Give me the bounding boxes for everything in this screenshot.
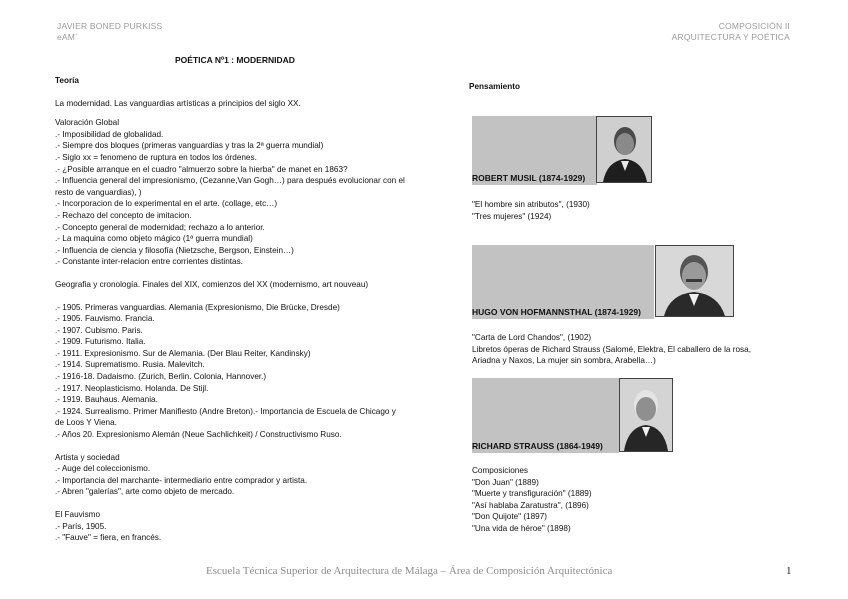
page-number: 1 [786,565,792,577]
work-item: "Muerte y transfiguración" (1889) [472,489,592,499]
list-item: .- 1907. Cubismo. Paris. [55,325,143,335]
work-item: Composiciones [472,466,528,475]
list-item: .- Abren "galerías", arte como objeto de mercado. [55,487,235,497]
list-item: .- 1905. Fauvismo. Francia. [55,314,155,324]
list-item: .- Incorporacion de lo experimental en el arte. (collage, etc…) [55,199,278,209]
work-item: Ariadna y Naxos, La mujer sin sombra, Arabella…) [472,356,656,366]
work-item: "Así hablaba Zaratustra", (1896) [472,500,589,510]
strauss-works [472,465,592,535]
list-item: .- 1919. Bauhaus. Alemania. [55,395,158,405]
work-item: "Una vida de héroe" (1898) [472,523,571,533]
header-left [57,21,162,43]
hofmannsthal-name: HUGO VON HOFMANNSTHAL (1874-1929) [472,307,641,317]
work-item: Libretos óperas de Richard Strauss (Salomé, Elektra, El caballero de la rosa, [472,344,751,354]
work-item: "Carta de Lord Chandos", (1902) [472,333,592,342]
valoracion-heading: Valoración Global [55,118,120,128]
list-item: .- "Fauve" = fiera, en francés. [55,533,162,543]
teoria-heading: Teoría [55,76,79,85]
artista-heading: Artista y sociedad [55,452,120,462]
fauvismo-heading: El Fauvismo [55,510,101,519]
list-item: .- Influencia de ciencia y filosofía (Nietzsche, Bergson, Einstein…) [55,245,294,255]
hofmannsthal-works [472,332,751,367]
list-item: .- La maquina como objeto mágico (1ª guerra mundial) [55,234,253,244]
list-item: .- 1924. Surrealismo. Primer Manifiesto (Andre Breton).- Importancia de Escuela de Chicago y [55,406,396,416]
musil-works [472,199,590,222]
list-item: .- Siempre dos bloques (primeras vanguardias y tras la 2ª guerra mundial) [55,141,324,151]
list-item: .- 1905. Primeras vanguardias. Alemania (Expresionismo, Die Brücke, Dresde) [55,302,340,312]
list-item: .- 1911. Expresionismo. Sur de Alemania. (Der Blau Reiter, Kandinsky) [55,348,311,358]
work-item: "El hombre sin atributos", (1930) [472,200,590,209]
footer-text: Escuela Técnica Superior de Arquitectura de Málaga – Área de Composición Arquitectónica [206,565,613,577]
list-item: de Loos Y Viena. [55,418,117,428]
list-item: .- Influencia general del impresionismo, (Cezanne,Van Gogh…) para después evolucionar con el [55,176,405,186]
list-item: .- Concepto general de modernidad; rechazo a lo anterior. [55,222,265,232]
list-item: resto de vanguardias), ) [55,187,142,197]
list-item: .- Constante inter-relacion entre corrientes distintas. [55,257,243,267]
list-item: .- Rechazo del concepto de imitacion. [55,210,192,220]
author-name: JAVIER BONED PURKISS [57,21,163,31]
list-item: .- Siglo xx = fenomeno de ruptura en todos los órdenes. [55,152,257,162]
work-item: "Don Quijote" (1897) [472,512,547,522]
document-title: POÉTICA Nº1 : MODERNIDAD [175,55,295,65]
list-item: .- ¿Posible arranque en el cuadro "almuerzo sobre la hierba" de manet en 1863? [55,164,348,174]
musil-name: ROBERT MUSIL (1874-1929) [472,173,586,183]
list-item: .- 1916-18. Dadaismo. (Zurich, Berlin. Colonia, Hannover.) [55,372,267,382]
work-item: "Tres mujeres" (1924) [472,211,552,221]
course-subject: ARQUITECTURA Y POÉTICA [671,32,790,42]
left-column [55,75,455,544]
work-item: "Don Juan" (1889) [472,477,539,487]
header-right [672,21,790,43]
list-item: .- París, 1905. [55,521,107,531]
hofmannsthal-portrait [655,245,734,317]
list-item: .- Importancia del marchante- intermediario entre comprador y artista. [55,475,308,485]
list-item: .- Auge del coleccionismo. [55,464,151,474]
list-item: .- 1909. Futurismo. Italia. [55,337,146,347]
list-item: .- Años 20. Expresionismo Alemán (Neue Sachlichkeit) / Constructivismo Ruso. [55,430,342,440]
course-name: COMPOSICIÓN II [718,21,790,31]
list-item: .- 1917. Neoplasticismo. Holanda. De Stijl. [55,383,209,393]
pensamiento-heading: Pensamiento [469,82,520,91]
intro-text: La modernidad. Las vanguardias artísticas a principios del siglo XX. [55,98,301,108]
list-item: .- 1914. Suprematismo. Rusia. Malevitch. [55,360,205,370]
musil-portrait [596,116,652,183]
strauss-portrait [619,378,673,452]
author-subtitle: eAM´ [57,32,79,42]
strauss-name: RICHARD STRAUSS (1864-1949) [472,441,603,451]
list-item: .- Imposibilidad de globalidad. [55,129,164,139]
geografia-heading: Geografia y cronología. Finales del XIX, comienzos del XX (modernismo, art nouveau) [55,279,369,289]
